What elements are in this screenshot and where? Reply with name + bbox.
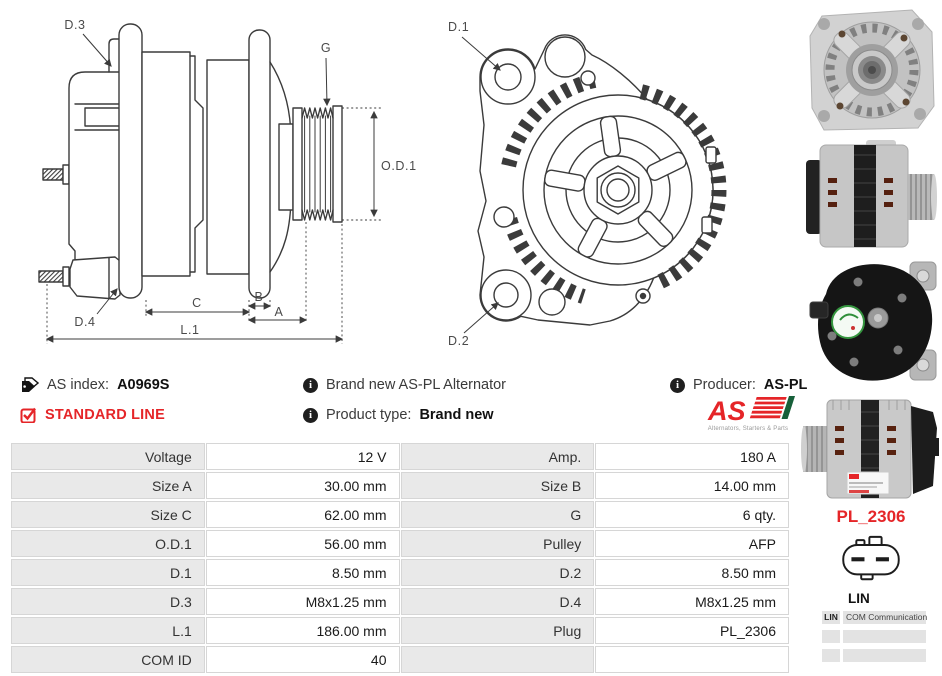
pin-row	[822, 611, 926, 624]
dim-label-a: A	[274, 305, 284, 319]
pin-description	[843, 649, 926, 662]
dim-label-d2: D.2	[448, 334, 470, 348]
spec-value: 12 V	[206, 443, 400, 470]
pin-row	[822, 630, 926, 643]
product-description: Brand new AS-PL Alternator	[326, 377, 507, 393]
dim-label-g: G	[320, 41, 332, 55]
spec-value: 8.50 mm	[206, 559, 400, 586]
spec-label: Voltage	[11, 443, 205, 470]
spec-value: PL_2306	[595, 617, 789, 644]
plug-name: PL_2306	[836, 507, 906, 526]
logo-tagline: Alternators, Starters & Parts	[707, 426, 789, 432]
standard-line-badge: STANDARD LINE	[45, 407, 165, 423]
spec-row	[11, 530, 789, 557]
spec-label: Amp.	[401, 443, 595, 470]
dim-label-l1: L.1	[180, 323, 200, 337]
spec-value: 62.00 mm	[206, 501, 400, 528]
tag-icon	[20, 377, 39, 393]
spec-value: 186.00 mm	[206, 617, 400, 644]
spec-value: 8.50 mm	[595, 559, 789, 586]
spec-row	[11, 472, 789, 499]
description-row	[303, 376, 506, 394]
pin-name: LIN	[822, 611, 840, 624]
pin-table	[822, 611, 926, 668]
producer-value: AS-PL	[763, 377, 808, 393]
spec-table	[10, 441, 790, 675]
spec-value: 180 A	[595, 443, 789, 470]
spec-label: Size B	[401, 472, 595, 499]
producer-row	[670, 376, 807, 394]
product-photo-side-right[interactable]	[806, 140, 938, 252]
spec-label	[401, 646, 595, 673]
spec-label: G	[401, 501, 595, 528]
producer-label: Producer:	[693, 377, 756, 393]
plug-connector-icon	[840, 535, 902, 586]
spec-row	[11, 501, 789, 528]
spec-label: Size A	[11, 472, 205, 499]
spec-label: Plug	[401, 617, 595, 644]
dim-label-d3: D.3	[64, 18, 86, 32]
checkbox-checked-icon	[20, 407, 37, 423]
info-icon: i	[303, 408, 318, 423]
spec-label: O.D.1	[11, 530, 205, 557]
product-type-label: Product type:	[326, 407, 412, 423]
front-view-outline	[478, 35, 719, 325]
product-type-row	[303, 406, 494, 424]
spec-value: M8x1.25 mm	[595, 588, 789, 615]
dim-label-c: C	[192, 296, 202, 310]
spec-row	[11, 559, 789, 586]
spec-value: 56.00 mm	[206, 530, 400, 557]
spec-row	[11, 443, 789, 470]
product-photo-front[interactable]	[808, 8, 936, 134]
pin-name	[822, 649, 840, 662]
spec-label: L.1	[11, 617, 205, 644]
spec-label: COM ID	[11, 646, 205, 673]
spec-label: Size C	[11, 501, 205, 528]
spec-value: 6 qty.	[595, 501, 789, 528]
dim-label-d1: D.1	[448, 20, 470, 34]
technical-drawing-front	[440, 5, 775, 353]
dim-label-b: B	[254, 290, 264, 304]
spec-value: 30.00 mm	[206, 472, 400, 499]
spec-value: 14.00 mm	[595, 472, 789, 499]
spec-row	[11, 588, 789, 615]
pin-description	[843, 630, 926, 643]
pin-name	[822, 630, 840, 643]
connector-type-label: LIN	[848, 591, 870, 606]
spec-label: D.3	[11, 588, 205, 615]
standard-line-row	[20, 406, 165, 424]
spec-value: AFP	[595, 530, 789, 557]
logo-text: AS	[708, 396, 746, 426]
product-photo-side-left[interactable]	[801, 398, 939, 500]
spec-row	[11, 646, 789, 673]
product-photo-rear[interactable]	[806, 258, 938, 386]
dim-label-d4: D.4	[74, 315, 96, 329]
spec-row	[11, 617, 789, 644]
as-index-label: AS index:	[47, 377, 110, 393]
spec-label: Pulley	[401, 530, 595, 557]
spec-label: D.4	[401, 588, 595, 615]
info-icon: i	[303, 378, 318, 393]
as-index-row	[20, 376, 169, 394]
spec-value: M8x1.25 mm	[206, 588, 400, 615]
dim-label-od1: O.D.1	[381, 159, 417, 173]
pin-row	[822, 649, 926, 662]
spec-label: D.2	[401, 559, 595, 586]
spec-value	[595, 646, 789, 673]
as-pl-brand-logo	[702, 393, 794, 433]
info-icon: i	[670, 378, 685, 393]
side-view-outline	[39, 24, 342, 299]
pin-description: COM Communication	[843, 611, 926, 624]
spec-label: D.1	[11, 559, 205, 586]
technical-drawing-side	[27, 8, 419, 358]
as-index-value: A0969S	[117, 377, 170, 393]
product-type-value: Brand new	[419, 407, 494, 423]
spec-value: 40	[206, 646, 400, 673]
